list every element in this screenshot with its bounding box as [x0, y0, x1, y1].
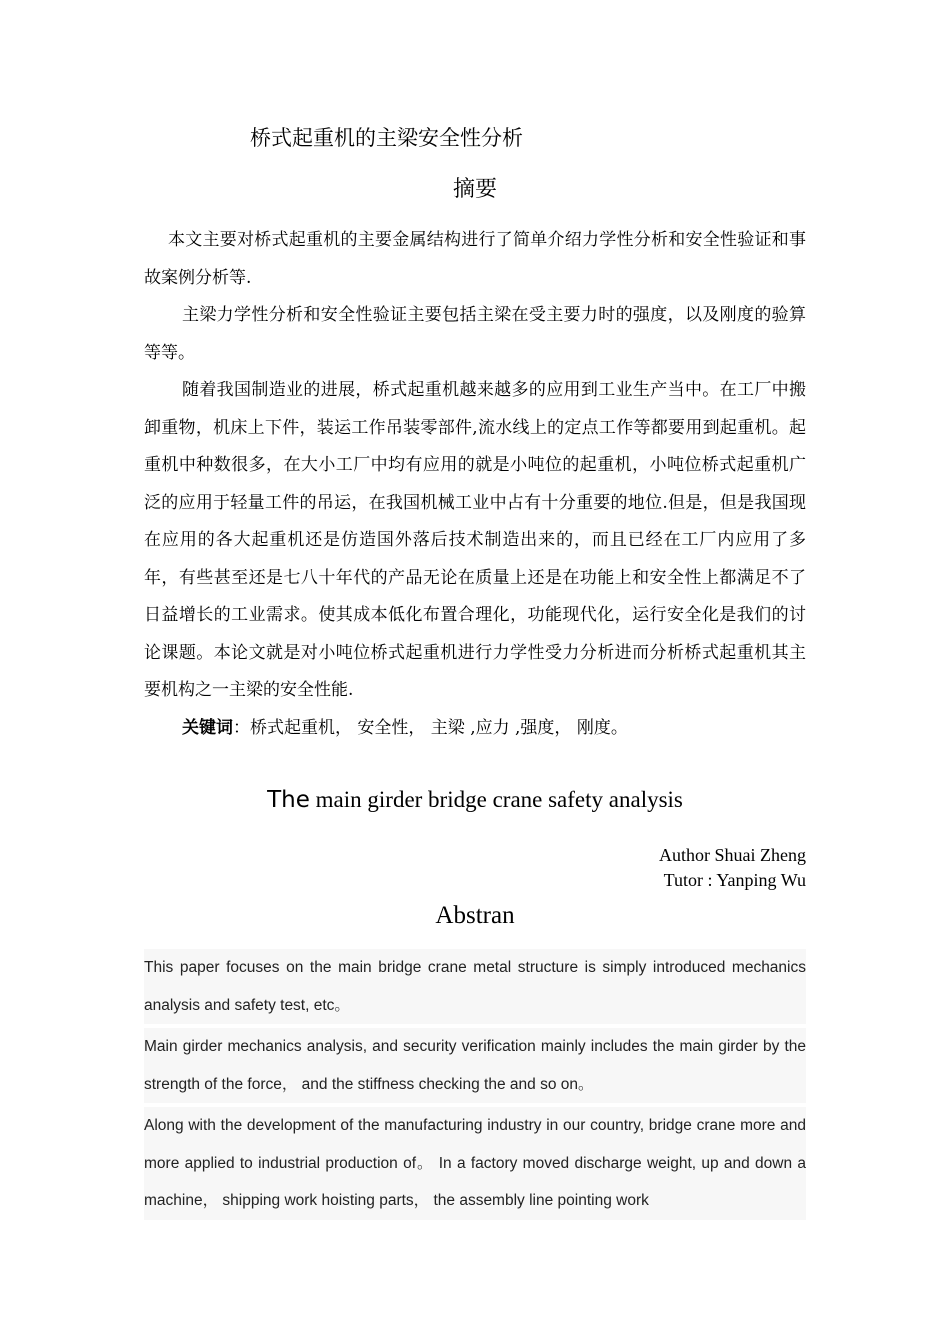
- byline: [500, 843, 806, 893]
- english-title-rest: main girder bridge crane safety analysis: [309, 787, 683, 812]
- english-paragraph: Main girder mechanics analysis, and security verification mainly includes the main girder by the strength of the force， and the stiffness checking the and so on。: [144, 1028, 806, 1103]
- english-paragraph: Along with the development of the manufacturing industry in our country, bridge crane more and more applied to industrial production of。 In a factory moved discharge weight, up and down a machine， shipping work hoisting parts， the assembly line pointing work: [144, 1107, 806, 1220]
- keywords-label: 关键词: [182, 717, 233, 738]
- english-abstract-body: [144, 949, 806, 1224]
- keywords-text: ：桥式起重机， 安全性， 主梁 ,应力 ,强度， 刚度。: [233, 717, 628, 738]
- chinese-abstract-heading: 摘要: [452, 177, 497, 202]
- keywords-line: [144, 710, 806, 748]
- chinese-paragraph: 本文主要对桥式起重机的主要金属结构进行了简单介绍力学性分析和安全性验证和事故案例分析等.: [144, 230, 806, 288]
- english-title: [0, 787, 950, 813]
- chinese-title: 桥式起重机的主梁安全性分析: [250, 126, 523, 150]
- english-title-first-word: The: [267, 787, 310, 813]
- english-paragraph: This paper focuses on the main bridge crane metal structure is simply introduced mechanics analysis and safety test, etc。: [144, 949, 806, 1024]
- english-abstract-heading: Abstran: [435, 902, 515, 929]
- chinese-paragraph: 主梁力学性分析和安全性验证主要包括主梁在受主要力时的强度，以及刚度的验算等等。: [144, 305, 806, 363]
- tutor-line: Tutor : Yanping Wu: [663, 870, 806, 890]
- author-line: Author Shuai Zheng: [659, 845, 806, 865]
- chinese-paragraph: 随着我国制造业的进展，桥式起重机越来越多的应用到工业生产当中。在工厂中搬卸重物，机床上下件，装运工作吊装零部件,流水线上的定点工作等都要用到起重机。起重机中种数很多，在大小工厂中均有应用的就是小吨位的起重机，小吨位桥式起重机广泛的应用于轻量工件的吊运，在我国机械工业中占有十分重要的地位.但是，但是我国现在应用的各大起重机还是仿造国外落后技术制造出来的，而且已经在工厂内应用了多年，有些甚至还是七八十年代的产品无论在质量上还是在功能上和安全性上都满足不了日益增长的工业需求。使其成本低化布置合理化，功能现代化，运行安全化是我们的讨论课题。本论文就是对小吨位桥式起重机进行力学性受力分析进而分析桥式起重机其主要机构之一主梁的安全性能.: [144, 380, 806, 700]
- chinese-abstract-body: [144, 222, 806, 747]
